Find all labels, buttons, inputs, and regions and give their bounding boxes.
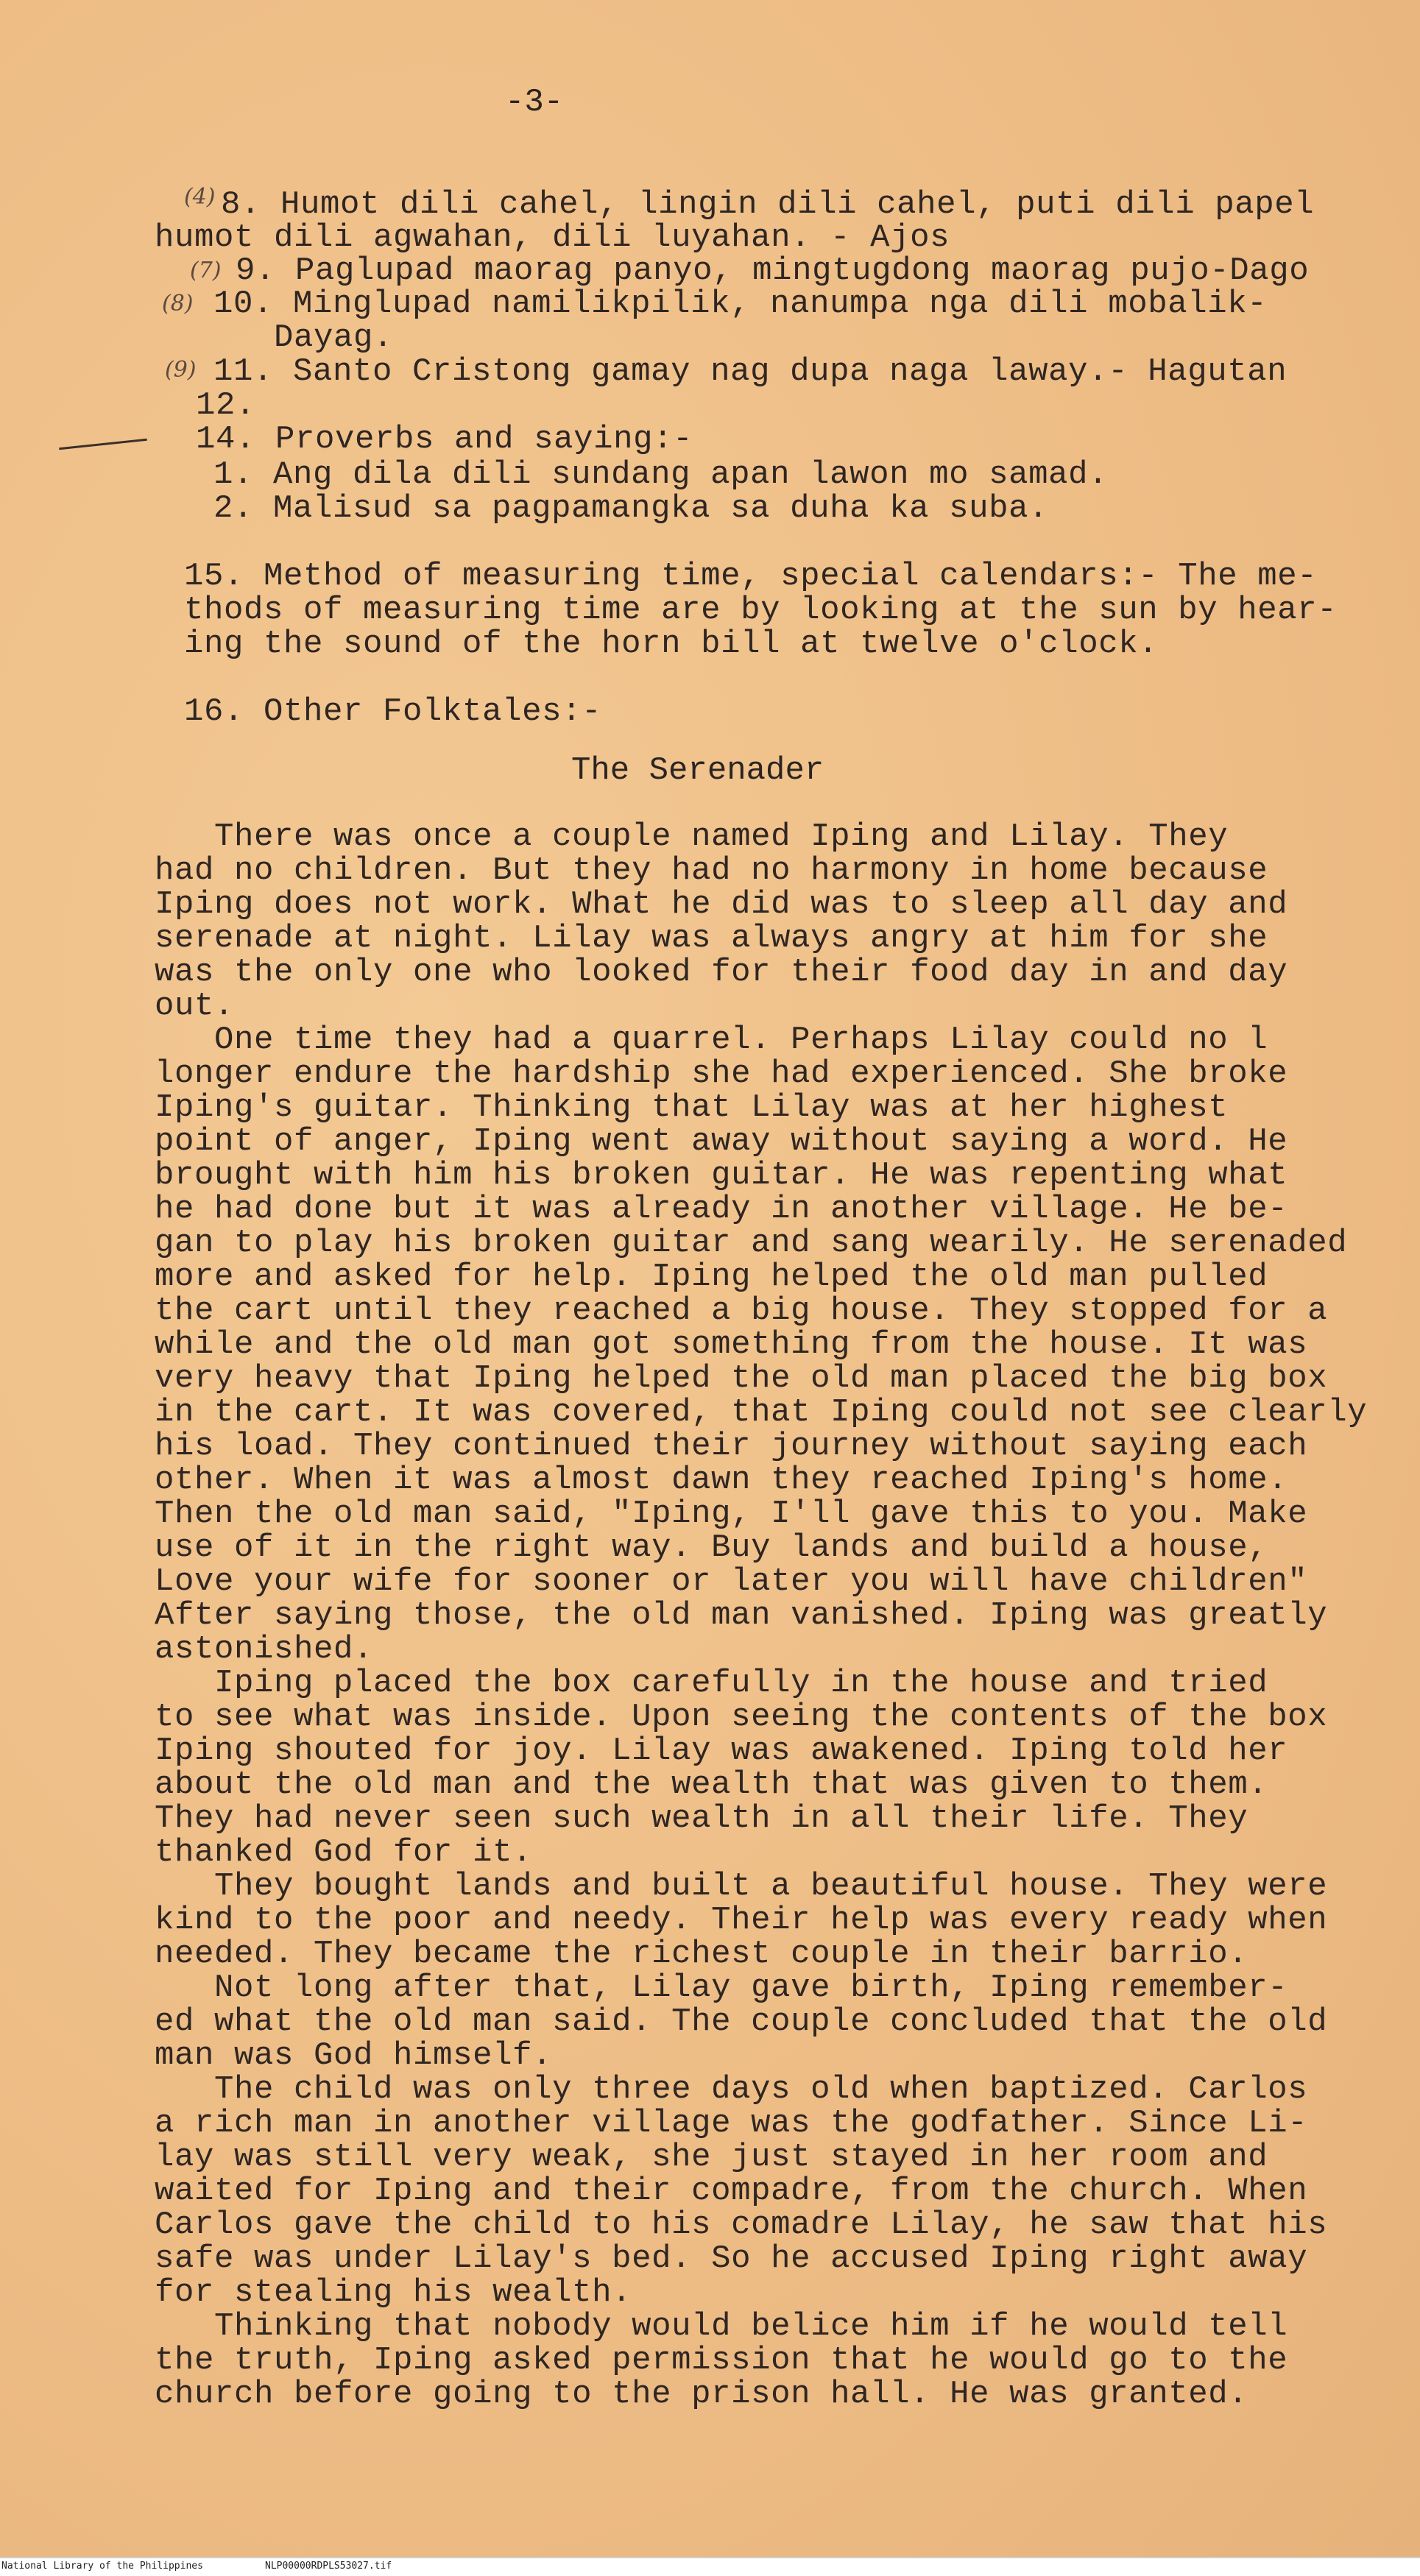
page-number: -3- [505,84,564,121]
riddle-12: 12. [196,387,256,424]
proverbs-heading: 14. Proverbs and saying:- [196,421,693,458]
story-line: astonished. [155,1631,374,1668]
proverb-1: 1. Ang dila dili sundang apan lawon mo samad. [213,456,1109,493]
story-title: The Serenader [571,752,824,789]
story-line: Then the old man said, "Iping, I'll gave this to you. Make [155,1496,1308,1532]
story-line: Iping does not work. What he did was to sleep all day and [155,886,1288,923]
story-line: Thinking that nobody would belice him if he would tell [155,2308,1288,2345]
section-15-line-3: ing the sound of the horn bill at twelve o'clock. [184,626,1159,662]
footer-filename: NLP00000RDPLS53027.tif [265,2561,392,2572]
story-line: Carlos gave the child to his comadre Lilay, he saw that his [155,2207,1328,2243]
story-line: more and asked for help. Iping helped the old man pulled [155,1259,1268,1295]
section-16-heading: 16. Other Folktales:- [184,693,602,730]
story-line: had no children. But they had no harmony in home because [155,852,1268,889]
story-line: while and the old man got something from the house. It was [155,1326,1308,1363]
story-line: his load. They continued their journey without saying each [155,1428,1308,1465]
story-line: lay was still very weak, she just stayed in her room and [155,2139,1268,2176]
section-15-line-2: thods of measuring time are by looking at the sun by hear- [184,592,1338,629]
strikethrough-mark [59,439,147,450]
story-line: After saying those, the old man vanished. Iping was greatly [155,1597,1328,1634]
story-line: a rich man in another village was the godfather. Since Li- [155,2105,1308,2142]
margin-note-1: (4) [184,184,216,210]
story-line: church before going to the prison hall. He was granted. [155,2376,1248,2413]
story-line: They had never seen such wealth in all their life. They [155,1800,1248,1837]
story-line: Not long after that, Lilay gave birth, Iping remember- [155,1970,1288,2006]
footer-library: National Library of the Philippines [1,2561,203,2572]
story-line: Love your wife for sooner or later you will have children" [155,1563,1308,1600]
story-line: Iping's guitar. Thinking that Lilay was at her highest [155,1089,1229,1126]
story-line: very heavy that Iping helped the old man placed the big box [155,1360,1328,1397]
story-line: brought with him his broken guitar. He was repenting what [155,1157,1288,1194]
story-line: gan to play his broken guitar and sang wearily. He serenaded [155,1225,1348,1262]
story-line: the cart until they reached a big house. They stopped for a [155,1292,1328,1329]
story-line: was the only one who looked for their food day in and day [155,954,1288,991]
story-line: for stealing his wealth. [155,2274,632,2311]
story-line: out. [155,988,235,1025]
story-line: waited for Iping and their compadre, from the church. When [155,2173,1308,2209]
story-line: point of anger, Iping went away without saying a word. He [155,1123,1288,1160]
story-line: ed what the old man said. The couple concluded that the old [155,2003,1328,2040]
proverb-2: 2. Malisud sa pagpamangka sa duha ka suba. [213,490,1049,527]
story-line: kind to the poor and needy. Their help was every ready when [155,1902,1328,1939]
margin-note-2: (7) [190,258,222,283]
story-line: One time they had a quarrel. Perhaps Lilay could no l [155,1022,1268,1058]
section-15-line-1: 15. Method of measuring time, special calendars:- The me- [184,558,1318,595]
story-line: needed. They became the richest couple in their barrio. [155,1936,1248,1972]
story-line: use of it in the right way. Buy lands and build a house, [155,1529,1268,1566]
story-line: to see what was inside. Upon seeing the contents of the box [155,1699,1328,1735]
story-line: They bought lands and built a beautiful house. They were [155,1868,1328,1905]
story-line: in the cart. It was covered, that Iping could not see clearly [155,1394,1368,1431]
story-line: about the old man and the wealth that was given to them. [155,1766,1268,1803]
riddle-8-line-2: humot dili agwahan, dili luyahan. - Ajos [155,219,950,256]
story-line: The child was only three days old when baptized. Carlos [155,2071,1308,2108]
story-line: serenade at night. Lilay was always angry at him for she [155,920,1268,957]
story-line: the truth, Iping asked permission that he would go to the [155,2342,1288,2379]
story-line: he had done but it was already in another village. He be- [155,1191,1288,1228]
riddle-9: 9. Paglupad maorag panyo, mingtugdong maorag pujo-Dago [236,252,1310,289]
story-line: Iping placed the box carefully in the house and tried [155,1665,1268,1702]
margin-note-4: (9) [165,357,197,383]
riddle-8-line-1: 8. Humot dili cahel, lingin dili cahel, puti dili papel [221,186,1315,223]
riddle-10-line-2: Dayag. [274,319,394,356]
archive-footer [0,2557,1420,2576]
story-line: man was God himself. [155,2037,553,2074]
riddle-11: 11. Santo Cristong gamay nag dupa naga laway.- Hagutan [213,353,1287,390]
story-line: thanked God for it. [155,1834,533,1871]
story-line: longer endure the hardship she had experienced. She broke [155,1055,1288,1092]
story-line: other. When it was almost dawn they reached Iping's home. [155,1462,1288,1498]
riddle-10-line-1: 10. Minglupad namilikpilik, nanumpa nga dili mobalik- [213,286,1268,322]
story-line: There was once a couple named Iping and Lilay. They [155,818,1229,855]
margin-note-3: (8) [162,291,194,316]
story-line: Iping shouted for joy. Lilay was awakened. Iping told her [155,1733,1288,1769]
story-line: safe was under Lilay's bed. So he accused Iping right away [155,2240,1308,2277]
